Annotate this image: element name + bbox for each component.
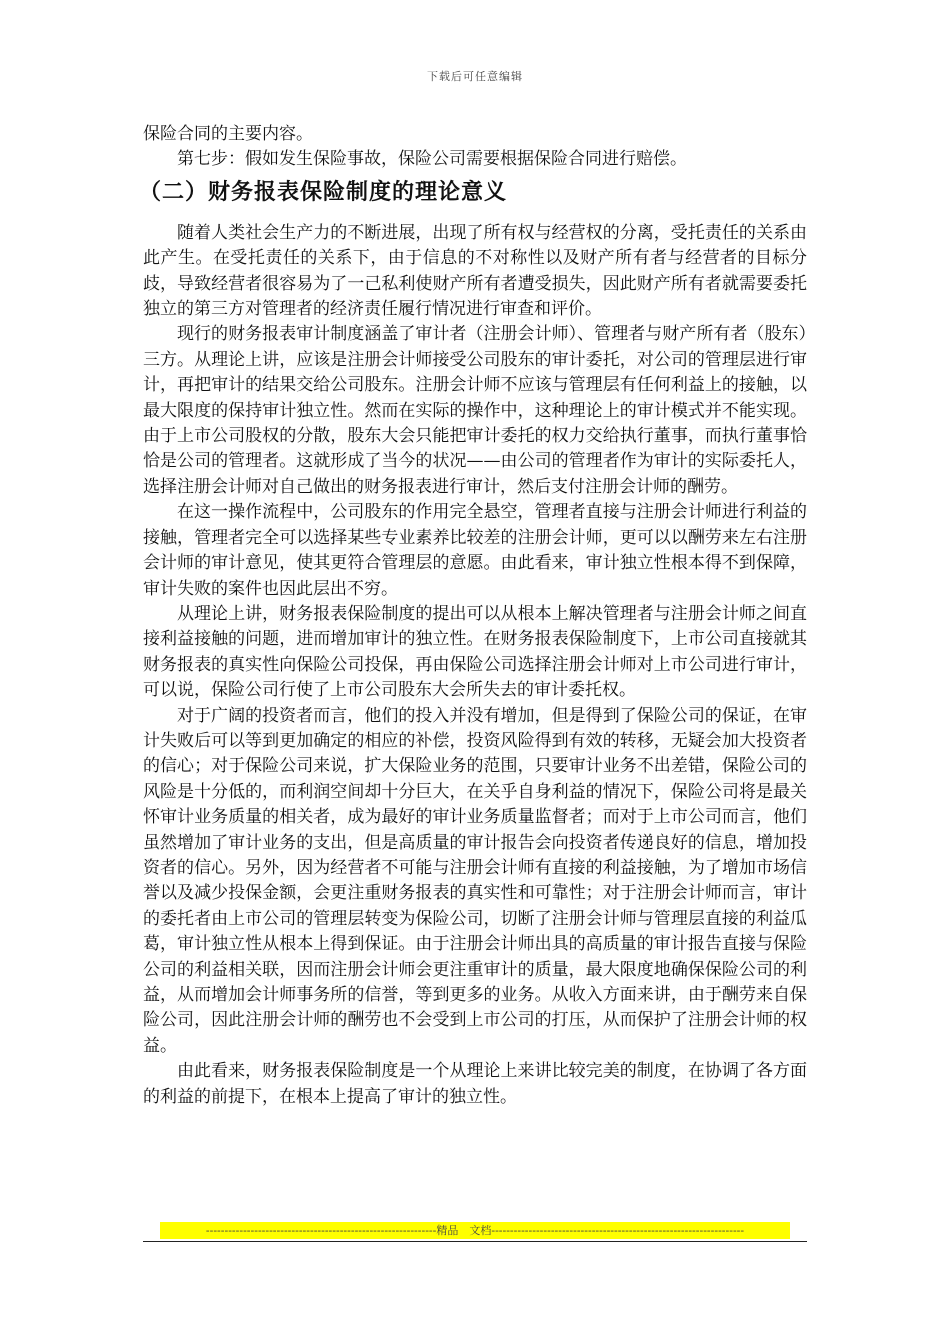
paragraph-3: 在这一操作流程中，公司股东的作用完全悬空，管理者直接与注册会计师进行利益的接触，管理者完全可以选择某些专业素养比较差的注册会计师，更可以以酬劳来左右注册会计师的审计意见，使其更符合管理层的意愿。由此看来，审计独立性根本得不到保障，审计失败的案件也因此层出不穷。 [143,502,807,599]
paragraph-1: 随着人类社会生产力的不断进展，出现了所有权与经营权的分离，受托责任的关系由此产生。在受托责任的关系下，由于信息的不对称性以及财产所有者与经营者的目标分歧，导致经营者很容易为了一己私利使财产所有者遭受损失，因此财产所有者就需要委托独立的第三方对管理者的经济责任履行情况进行审查和评价。 [143,222,807,320]
paragraph-2: 现行的财务报表审计制度涵盖了审计者（注册会计师）、管理者与财产所有者（股东）三方。从理论上讲，应该是注册会计师接受公司股东的审计委托，对公司的管理层进行审计，再把审计的结果交给公司股东。注册会计师不应该与管理层有任何利益上的接触，以最大限度的保持审计独立性。然而在实际的操作中，这种理论上的审计模式并不能实现。由于上市公司股权的分散，股东大会只能把审计委托的权力交给执行董事，而执行董事恰恰是公司的管理者。这就形成了当今的状况——由公司的管理者作为审计的实际委托人，选择注册会计师对自己做出的财务报表进行审计，然后支付注册会计师的酬劳。 [143,324,807,497]
footer-banner: --------------------------------------------------------------精品 文档-------------------------------------------------------------------- [160,1222,790,1239]
header-note: 下载后可任意编辑 [427,70,523,83]
footer-divider [143,1241,807,1242]
paragraph-5: 对于广阔的投资者而言，他们的投入并没有增加，但是得到了保险公司的保证，在审计失败后可以等到更加确定的相应的补偿，投资风险得到有效的转移，无疑会加大投资者的信心；对于保险公司来说，扩大保险业务的范围，只要审计业务不出差错，保险公司的风险是十分低的，而利润空间却十分巨大，在关乎自身利益的情况下，保险公司将是最关怀审计业务质量的相关者，成为最好的审计业务质量监督者；而对于上市公司而言，他们虽然增加了审计业务的支出，但是高质量的审计报告会向投资者传递良好的信息，增加投资者的信心。另外，因为经营者不可能与注册会计师有直接的利益接触，为了增加市场信誉以及减少投保金额，会更注重财务报表的真实性和可靠性；对于注册会计师而言，审计的委托者由上市公司的管理层转变为保险公司，切断了注册会计师与管理层直接的利益瓜葛，审计独立性从根本上得到保证。由于注册会计师出具的高质量的审计报告直接与保险公司的利益相关联，因而注册会计师会更注重审计的质量，最大限度地确保保险公司的利益，从而增加会计师事务所的信誉，等到更多的业务。从收入方面来讲，由于酬劳来自保险公司，因此注册会计师的酬劳也不会受到上市公司的打压，从而保护了注册会计师的权益。 [143,705,807,1056]
intro-line-1: 保险合同的主要内容。 [143,124,313,144]
intro-line-2: 第七步：假如发生保险事故，保险公司需要根据保险合同进行赔偿。 [177,149,687,170]
section-title: （二）财务报表保险制度的理论意义 [139,179,508,205]
document-body [139,122,807,1110]
paragraph-4: 从理论上讲，财务报表保险制度的提出可以从根本上解决管理者与注册会计师之间直接利益接触的问题，进而增加审计的独立性。在财务报表保险制度下，上市公司直接就其财务报表的真实性向保险公司投保，再由保险公司选择注册会计师对上市公司进行审计，可以说，保险公司行使了上市公司股东大会所失去的审计委托权。 [143,603,807,701]
paragraph-6: 由此看来，财务报表保险制度是一个从理论上来讲比较完美的制度，在协调了各方面的利益的前提下，在根本上提高了审计的独立性。 [143,1061,807,1107]
